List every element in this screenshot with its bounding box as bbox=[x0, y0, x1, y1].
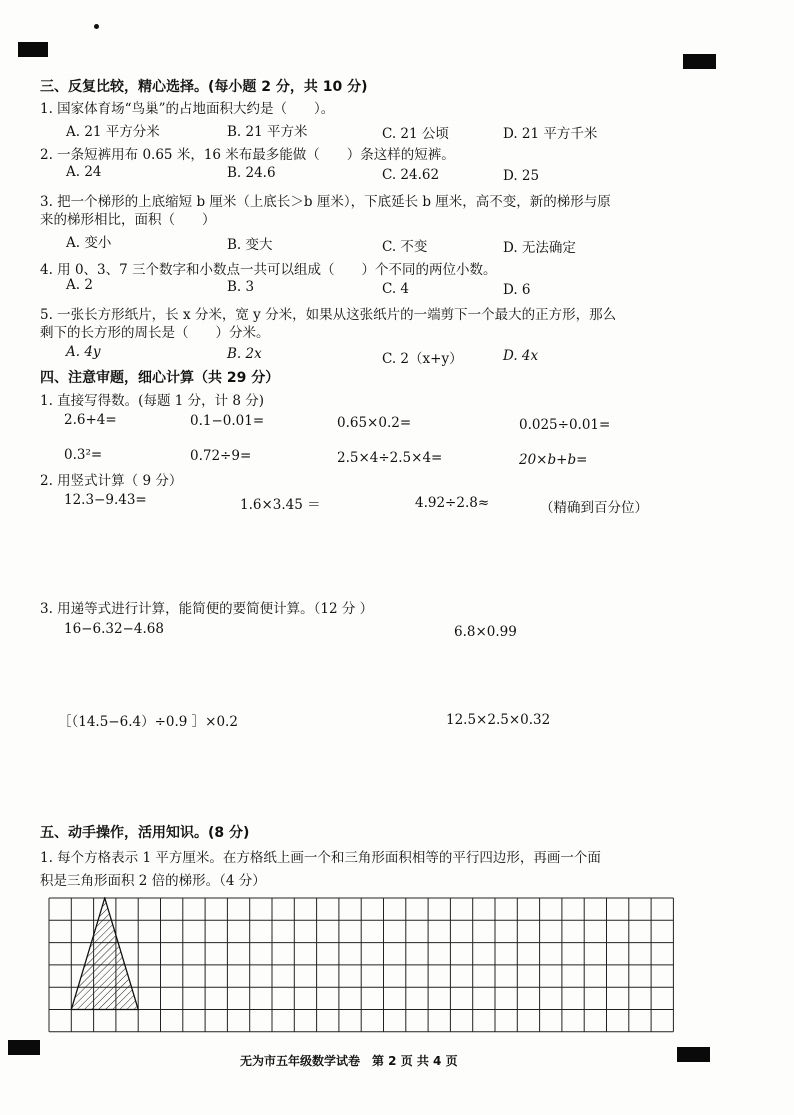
q1-option-d: D. 21 平方千米 bbox=[503, 126, 598, 142]
q1-option-c: C. 21 公顷 bbox=[382, 126, 449, 142]
stepwise-calc-item: 16−6.32−4.68 bbox=[64, 621, 164, 637]
stepwise-calc-item: ［（14.5−6.4）÷0.9 ］×0.2 bbox=[58, 714, 238, 730]
section5-q1-line1: 1. 每个方格表示 1 平方厘米。在方格纸上画一个和三角形面积相等的平行四边形，再画一个面 bbox=[40, 850, 601, 866]
calc-item: 0.025÷0.01= bbox=[519, 417, 611, 433]
q1-option-a: A. 21 平方分米 bbox=[66, 124, 160, 140]
calc-item: 2.5×4÷2.5×4= bbox=[337, 450, 443, 466]
section5-q1-line2: 积是三角形面积 2 倍的梯形。（4 分） bbox=[40, 873, 266, 889]
precision-note: （精确到百分位） bbox=[540, 500, 648, 516]
calc-item: 0.1−0.01= bbox=[190, 413, 265, 429]
calc-part1-title: 1. 直接写得数。(每题 1 分，计 8 分) bbox=[40, 393, 265, 409]
section3-heading: 三、反复比较，精心选择。(每小题 2 分，共 10 分) bbox=[40, 79, 368, 95]
q5-option-b: B. 2x bbox=[227, 346, 262, 362]
vertical-calc-item: 4.92÷2.8≈ bbox=[415, 495, 490, 511]
stepwise-calc-item: 12.5×2.5×0.32 bbox=[446, 712, 551, 728]
q2-stem: 2. 一条短裤用布 0.65 米，16 米布最多能做（ ）条这样的短裤。 bbox=[40, 147, 455, 163]
q3-option-c: C. 不变 bbox=[382, 239, 428, 255]
calc-item: 0.65×0.2= bbox=[337, 415, 412, 431]
page-footer: 无为市五年级数学试卷 第 2 页 共 4 页 bbox=[240, 1054, 458, 1068]
shaded-triangle bbox=[71, 898, 138, 1010]
q3-option-b: B. 变大 bbox=[227, 237, 273, 253]
q1-option-b: B. 21 平方米 bbox=[227, 124, 308, 140]
q2-option-c: C. 24.62 bbox=[382, 167, 440, 183]
calc-part3-title: 3. 用递等式进行计算，能简便的要简便计算。（12 分 ） bbox=[40, 601, 374, 617]
q4-option-b: B. 3 bbox=[227, 279, 255, 295]
vertical-calc-item: 12.3−9.43= bbox=[64, 492, 147, 508]
q5-option-d: D. 4x bbox=[503, 348, 539, 364]
q3-stem-line1: 3. 把一个梯形的上底缩短 b 厘米（上底长＞b 厘米），下底延长 b 厘米，高不变，新的梯形与原 bbox=[40, 194, 611, 210]
q4-option-a: A. 2 bbox=[66, 277, 93, 293]
q4-option-c: C. 4 bbox=[382, 281, 410, 297]
q3-stem-line2: 来的梯形相比，面积（ ） bbox=[40, 212, 216, 228]
q5-option-a: A. 4y bbox=[66, 344, 101, 360]
scan-mark-top-left bbox=[18, 42, 48, 57]
grid-svg bbox=[48, 897, 675, 1033]
q3-option-d: D. 无法确定 bbox=[503, 240, 576, 256]
calc-part2-title: 2. 用竖式计算（ 9 分） bbox=[40, 473, 183, 489]
calc-item: 2.6+4= bbox=[64, 412, 117, 428]
section5-heading: 五、动手操作，活用知识。(8 分) bbox=[40, 825, 250, 841]
q2-option-d: D. 25 bbox=[503, 168, 540, 184]
scan-mark-bottom-left bbox=[8, 1040, 40, 1055]
vertical-calc-item: 1.6×3.45 ＝ bbox=[240, 497, 321, 513]
scan-dot bbox=[94, 24, 99, 29]
stepwise-calc-item: 6.8×0.99 bbox=[454, 624, 517, 640]
q2-option-b: B. 24.6 bbox=[227, 165, 276, 181]
calc-item: 20×b+b= bbox=[519, 452, 588, 468]
q1-stem: 1. 国家体育场“鸟巢”的占地面积大约是（ ）。 bbox=[40, 101, 335, 117]
q4-option-d: D. 6 bbox=[503, 282, 531, 298]
grid-paper bbox=[48, 897, 675, 1037]
scan-mark-top-right bbox=[683, 54, 716, 69]
q3-option-a: A. 变小 bbox=[66, 235, 112, 251]
q5-stem-line2: 剩下的长方形的周长是（ ）分米。 bbox=[40, 325, 270, 341]
scan-mark-bottom-right bbox=[677, 1047, 710, 1062]
q2-option-a: A. 24 bbox=[66, 164, 102, 180]
q5-option-c: C. 2（x+y） bbox=[382, 351, 463, 367]
section4-heading: 四、注意审题，细心计算（共 29 分） bbox=[40, 370, 280, 386]
q4-stem: 4. 用 0、3、7 三个数字和小数点一共可以组成（ ）个不同的两位小数。 bbox=[40, 262, 497, 278]
calc-item: 0.72÷9= bbox=[190, 448, 252, 464]
calc-item: 0.3²= bbox=[64, 447, 103, 463]
q5-stem-line1: 5. 一张长方形纸片，长 x 分米，宽 y 分米，如果从这张纸片的一端剪下一个最大的正方形，那么 bbox=[40, 307, 617, 323]
